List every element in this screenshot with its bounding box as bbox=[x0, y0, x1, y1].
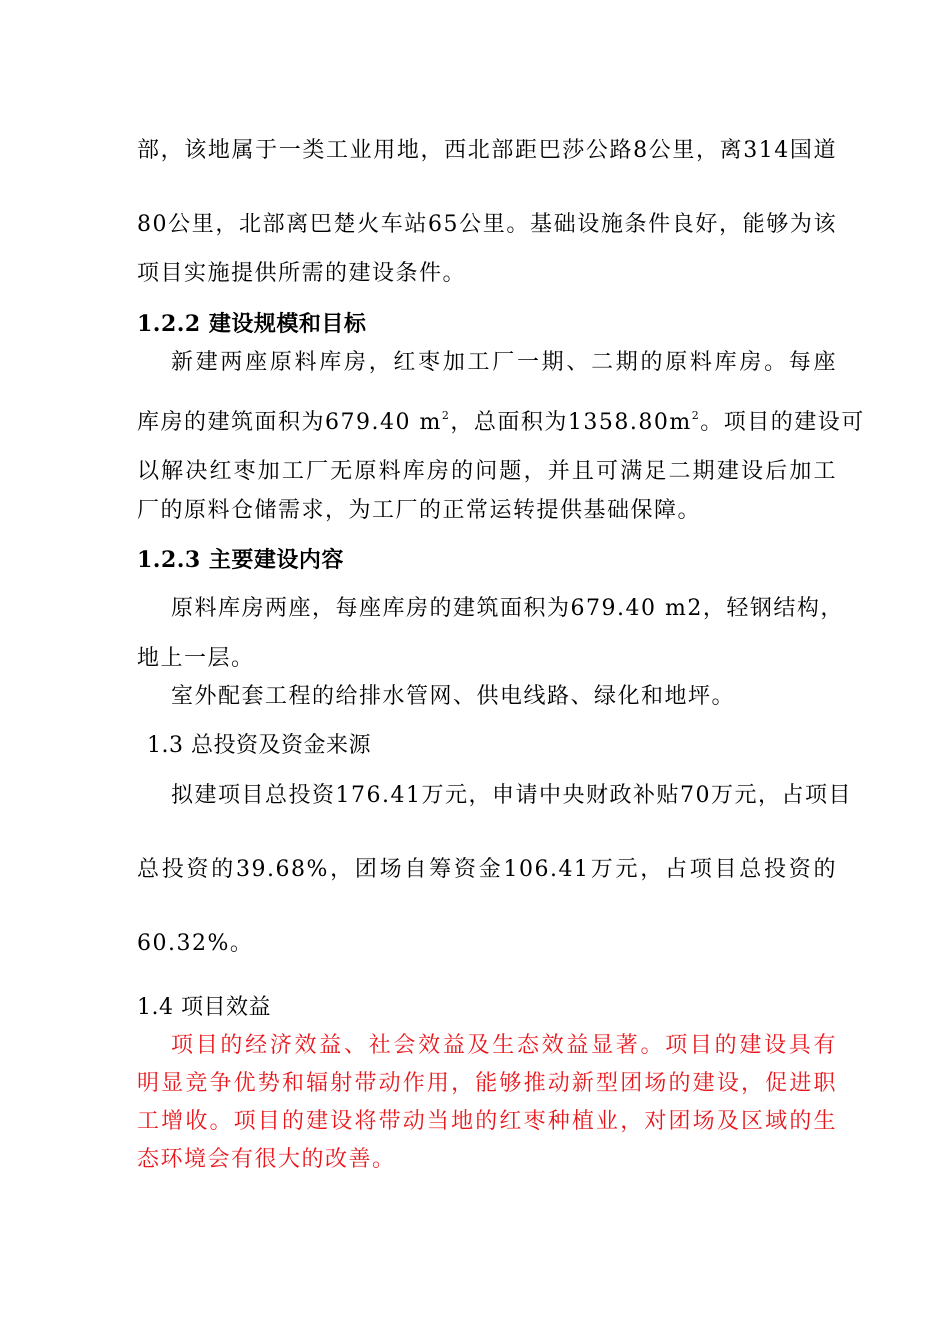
paragraph-investment-line-1: 拟建项目总投资176.41万元，申请中央财政补贴70万元，占项目 bbox=[171, 783, 852, 808]
paragraph-benefits-line-3: 工增收。项目的建设将带动当地的红枣种植业，对团场及区域的生 bbox=[137, 1109, 837, 1134]
superscript-2: 2 bbox=[441, 408, 451, 422]
paragraph-outdoor-works: 室外配套工程的给排水管网、供电线路、绿化和地坪。 bbox=[171, 684, 736, 709]
paragraph-benefits-line-1: 项目的经济效益、社会效益及生态效益显著。项目的建设具有 bbox=[171, 1033, 837, 1058]
heading-1-4: 1.4 项目效益 bbox=[137, 995, 271, 1020]
paragraph-content-line-2: 地上一层。 bbox=[137, 646, 255, 671]
heading-1-2-3: 1.2.3 主要建设内容 bbox=[137, 547, 344, 573]
paragraph-scale-line-2 bbox=[137, 408, 865, 438]
paragraph-benefits-line-4: 态环境会有很大的改善。 bbox=[137, 1147, 396, 1172]
paragraph-scale-line-3: 以解决红枣加工厂无原料库房的问题，并且可满足二期建设后加工 bbox=[137, 459, 837, 484]
paragraph-location-line-2: 80公里，北部离巴楚火车站65公里。基础设施条件良好，能够为该 bbox=[137, 212, 837, 237]
scale-area-text: 库房的建筑面积为679.40 m bbox=[137, 410, 442, 435]
heading-1-3: 1.3 总投资及资金来源 bbox=[147, 733, 371, 758]
paragraph-location-line-1: 部，该地属于一类工业用地，西北部距巴莎公路8公里，离314国道 bbox=[137, 138, 837, 163]
scale-total-text: ，总面积为1358.80m bbox=[450, 410, 692, 435]
paragraph-investment-line-3: 60.32%。 bbox=[137, 931, 254, 956]
paragraph-content-line-1: 原料库房两座，每座库房的建筑面积为679.40 m2，轻钢结构， bbox=[171, 596, 844, 621]
paragraph-location-line-3: 项目实施提供所需的建设条件。 bbox=[137, 261, 467, 286]
heading-1-2-2: 1.2.2 建设规模和目标 bbox=[137, 311, 367, 337]
scale-tail-text: 。项目的建设可 bbox=[700, 410, 865, 435]
superscript-2: 2 bbox=[691, 408, 701, 422]
paragraph-scale-line-1: 新建两座原料库房，红枣加工厂一期、二期的原料库房。每座 bbox=[171, 350, 837, 375]
paragraph-benefits-line-2: 明显竞争优势和辐射带动作用，能够推动新型团场的建设，促进职 bbox=[137, 1071, 837, 1096]
paragraph-investment-line-2: 总投资的39.68%，团场自筹资金106.41万元，占项目总投资的 bbox=[137, 857, 837, 882]
paragraph-scale-line-4: 厂的原料仓储需求，为工厂的正常运转提供基础保障。 bbox=[137, 498, 702, 523]
